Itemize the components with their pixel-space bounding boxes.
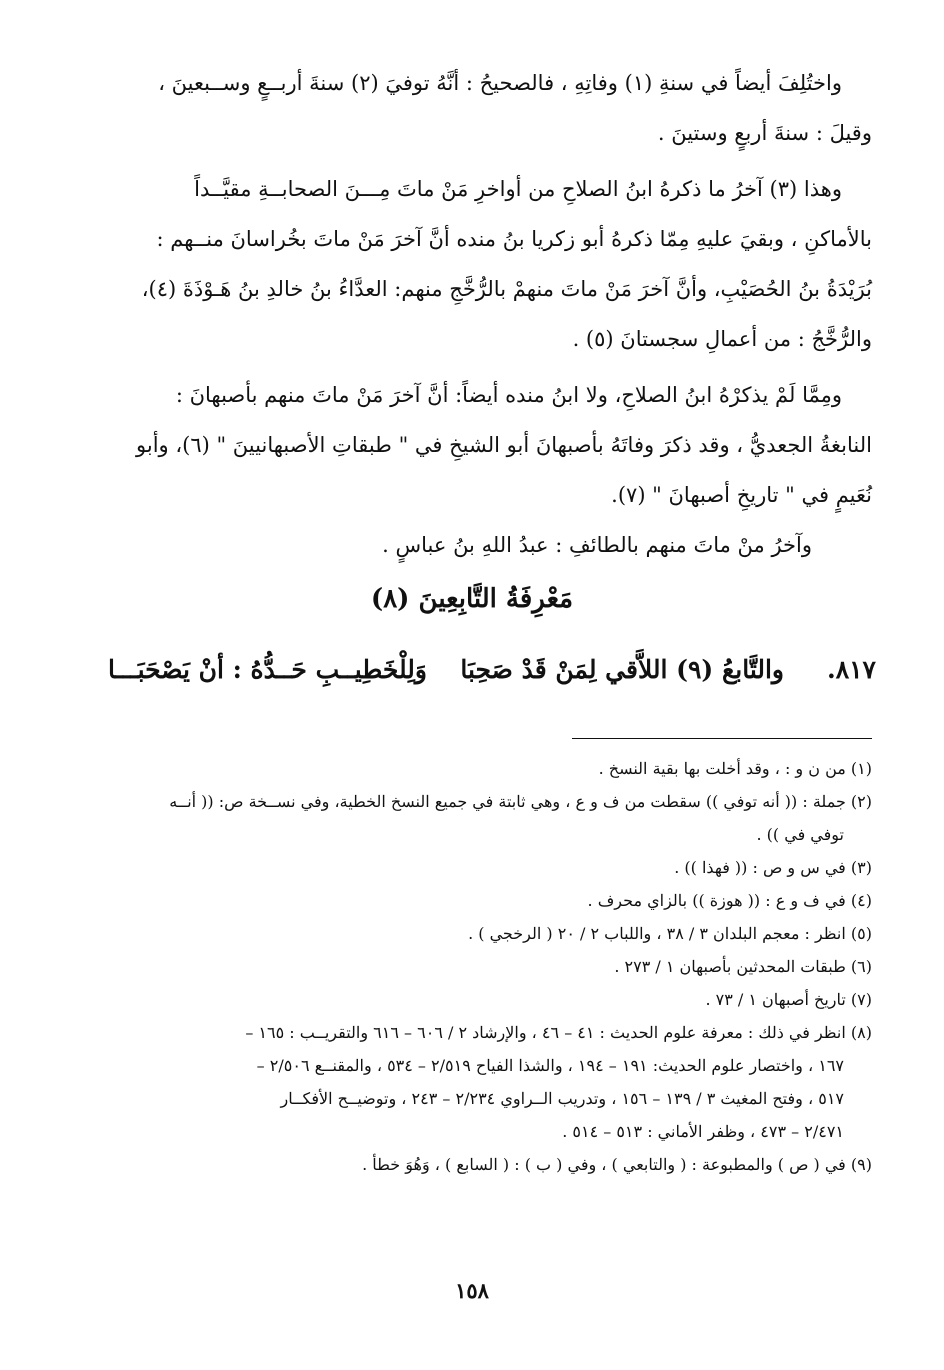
text-line: بُرَيْدَةُ بنُ الحُصَيْبِ، وأنَّ آخرَ مَنْ ماتَ منهمْ بالرُّخَّجِ منهم: العدَّاءُ بنُ خالدِ بنُ هَـوْذَةَ (٤)، [141,277,872,301]
footnote-line: ٥١٧ ، وفتح المغيث ٣ / ١٣٩ – ١٥٦ ، وتدريب الــراوي ٢/٢٣٤ – ٢٤٣ ، وتوضيــح الأفكــار [280,1089,844,1108]
footnotes [100,752,872,1181]
footnote-divider [572,738,872,739]
footnote [100,752,872,785]
footnote-line: (٧) تاريخ أصبهان ١ / ٧٣ . [705,990,872,1009]
page-number: ١٥٨ [455,1278,489,1303]
footnote [100,950,872,983]
footnote-line: ٢/٤٧١ – ٤٧٣ ، وظفر الأماني : ٥١٣ – ٥١٤ . [562,1122,844,1141]
footnote-line: (٦) طبقات المحدثين بأصبهان ١ / ٢٧٣ . [614,957,872,976]
footnote-line: ١٦٧ ، واختصار علوم الحديث: ١٩١ – ١٩٤ ، والشذا الفياح ٢/٥١٩ – ٥٣٤ ، والمقنــع ٢/٥٠٦ – [256,1056,844,1075]
footnote-line: (٥) انظر : معجم البلدان ٣ / ٣٨ ، واللباب ٢ / ٢٠ ( الرخجي ) . [468,924,872,943]
footnote [100,1148,872,1181]
text-line: ومِمَّا لَمْ يذكرْهُ ابنُ الصلاحِ، ولا ابنُ منده أيضاً: أنَّ آخرَ مَنْ ماتَ منهم بأصبهانَ : [175,383,842,407]
footnote-line: توفي في )) . [756,825,844,844]
verse-number: ٨١٧. [826,655,876,684]
text-line: والرُّخَّجُ : من أعمالِ سجستانَ (٥) . [572,327,872,351]
footnote [100,851,872,884]
footnote [100,785,872,851]
text-line: وهذا (٣) آخرُ ما ذكرهُ ابنُ الصلاحِ من أواخرِ مَنْ ماتَ مِـــنَ الصحابــةِ مقيَّــداً [194,177,842,201]
paragraph-4 [104,520,872,570]
paragraph-2 [104,164,872,364]
footnote [100,983,872,1016]
footnote [100,1016,872,1148]
section-title: مَعْرِفَةُ التَّابِعِينَ (٨) [370,584,574,614]
text-line: وقيلَ : سنةَ أربعٍ وستينَ . [657,121,872,145]
footnote [100,884,872,917]
text-line: النابغةُ الجعديُّ ، وقد ذكرَ وفاتَهُ بأصبهانَ أبو الشيخِ في " طبقاتِ الأصبهانيينَ " (٦)، وأبو [136,433,872,457]
text-line: بالأماكنِ ، وبقيَ عليهِ مِمّا ذكرهُ أبو زكريا بنُ منده أنَّ آخرَ مَنْ ماتَ بخُراسانَ منــهم : [156,227,872,251]
main-text [104,58,872,570]
paragraph-1 [104,58,872,158]
footnote [100,917,872,950]
footnote-line: (٨) انظر في ذلك : معرفة علوم الحديث : ٤١ – ٤٦ ، والإرشاد ٢ / ٦٠٦ – ٦١٦ والتقريــب : ١٦٥ – [245,1023,872,1042]
footnote-line: (٤) في ف و ع : (( هوزة )) بالزاي محرف . [587,891,872,910]
text-line: واختُلِفَ أيضاً في سنةِ (١) وفاتِهِ ، فالصحيحُ : أنَّهُ توفيَ (٢) سنةَ أربــعٍ وســبعينَ ، [158,71,842,95]
footnote-line: (١) من ن و : ، وقد أخلت بها بقية النسخ . [598,759,872,778]
text-line: وآخرُ منْ ماتَ منهم بالطائفِ : عبدُ اللهِ بنُ عباسٍ . [382,533,812,557]
text-line: نُعَيمٍ في " تاريخِ أصبهانَ " (٧). [611,483,872,507]
verse-line [108,648,876,692]
paragraph-3 [104,370,872,520]
footnote-line: (٣) في س و ص : (( فهذا )) . [674,858,872,877]
footnote-line: (٢) جملة : (( أنه توفي )) سقطت من ف و ع ، وهي ثابتة في جميع النسخ الخطية، وفي نســخة ص: (( أنــه [169,792,872,811]
verse-first-hemistich: والتَّابعُ (٩) اللاَّقي لِمَنْ قَدْ صَحِبَا [460,655,784,684]
footnote-line: (٩) في ( ص ) والمطبوعة : ( والتابعي ) ، وفي ( ب ) : ( السابع ) ، وَهُوَ خطأ . [362,1155,872,1174]
verse-second-hemistich: وَلِلْخَطِيــبِ حَــدُّهُ : أنْ يَصْحَبَـــا [108,655,427,684]
